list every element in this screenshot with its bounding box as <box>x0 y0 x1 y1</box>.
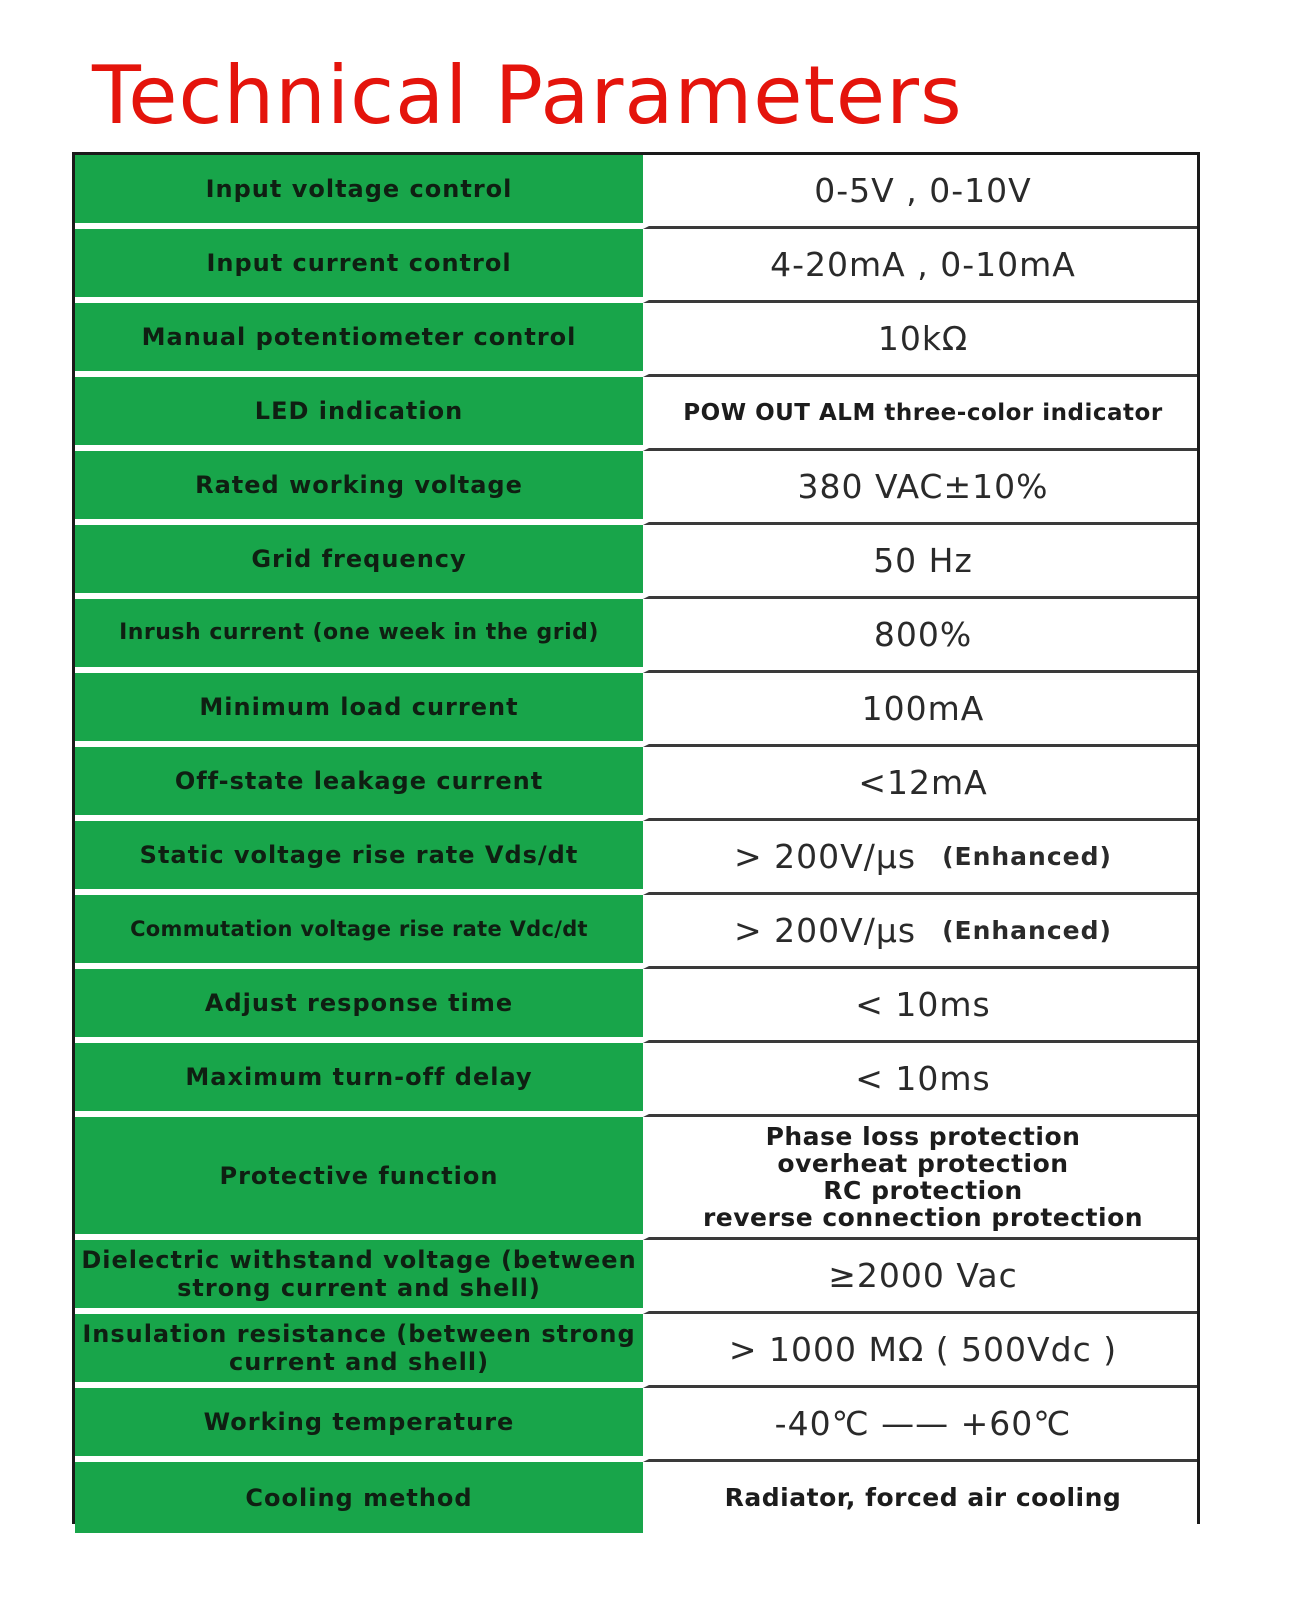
spec-label: Dielectric withstand voltage (between strong current and shell) <box>75 1240 643 1314</box>
spec-value-note: (Enhanced) <box>942 842 1112 871</box>
spec-row-dielectric-withstand-voltage <box>75 1240 1197 1314</box>
spec-value-line: overheat protection <box>777 1149 1069 1178</box>
spec-value: 800% <box>643 599 1197 673</box>
spec-label: LED indication <box>75 377 643 451</box>
spec-label: Cooling method <box>75 1462 643 1533</box>
spec-label: Rated working voltage <box>75 451 643 525</box>
spec-table <box>72 152 1200 1524</box>
spec-label: Off-state leakage current <box>75 747 643 821</box>
spec-value-note: (Enhanced) <box>942 916 1112 945</box>
spec-value: < 10ms <box>643 969 1197 1043</box>
spec-value-line: RC protection <box>823 1176 1023 1205</box>
spec-row-input-current-control <box>75 229 1197 303</box>
spec-value-line: reverse connection protection <box>702 1203 1144 1232</box>
spec-row-off-state-leakage-current <box>75 747 1197 821</box>
spec-label: Minimum load current <box>75 673 643 747</box>
spec-value: > 1000 MΩ ( 500Vdc ) <box>643 1314 1197 1388</box>
spec-row-commutation-voltage-rise-rate <box>75 895 1197 969</box>
spec-label: Inrush current (one week in the grid) <box>75 599 643 673</box>
spec-value-main: > 200V/μs <box>734 911 917 950</box>
spec-value: -40℃ —— +60℃ <box>643 1388 1197 1462</box>
spec-label: Input voltage control <box>75 155 643 229</box>
spec-value: ≥2000 Vac <box>643 1240 1197 1314</box>
spec-label: Insulation resistance (between strong current and shell) <box>75 1314 643 1388</box>
spec-row-cooling-method <box>75 1462 1197 1533</box>
spec-value: Radiator, forced air cooling <box>643 1462 1197 1533</box>
page-title: Technical Parameters <box>92 49 963 142</box>
spec-label: Grid frequency <box>75 525 643 599</box>
spec-label: Manual potentiometer control <box>75 303 643 377</box>
spec-value-line: Phase loss protection <box>765 1122 1081 1151</box>
spec-label: Working temperature <box>75 1388 643 1462</box>
spec-value: < 10ms <box>643 1043 1197 1117</box>
spec-value: 380 VAC±10% <box>643 451 1197 525</box>
spec-value: 10kΩ <box>643 303 1197 377</box>
spec-row-maximum-turn-off-delay <box>75 1043 1197 1117</box>
spec-label: Static voltage rise rate Vds/dt <box>75 821 643 895</box>
spec-value: <12mA <box>643 747 1197 821</box>
spec-value-main: > 200V/μs <box>734 837 917 876</box>
spec-row-protective-function <box>75 1117 1197 1240</box>
spec-row-rated-working-voltage <box>75 451 1197 525</box>
spec-row-minimum-load-current <box>75 673 1197 747</box>
spec-row-working-temperature <box>75 1388 1197 1462</box>
spec-value: POW OUT ALM three-color indicator <box>643 377 1197 451</box>
spec-value-list <box>643 1117 1197 1240</box>
spec-label: Protective function <box>75 1117 643 1240</box>
spec-label: Input current control <box>75 229 643 303</box>
spec-value <box>643 895 1197 969</box>
spec-value: 50 Hz <box>643 525 1197 599</box>
spec-label: Commutation voltage rise rate Vdc/dt <box>75 895 643 969</box>
spec-value <box>643 821 1197 895</box>
spec-label: Adjust response time <box>75 969 643 1043</box>
spec-row-led-indication <box>75 377 1197 451</box>
spec-row-input-voltage-control <box>75 155 1197 229</box>
spec-row-inrush-current <box>75 599 1197 673</box>
spec-row-adjust-response-time <box>75 969 1197 1043</box>
spec-value: 0-5V , 0-10V <box>643 155 1197 229</box>
spec-value: 100mA <box>643 673 1197 747</box>
spec-row-grid-frequency <box>75 525 1197 599</box>
spec-row-manual-potentiometer-control <box>75 303 1197 377</box>
spec-row-static-voltage-rise-rate <box>75 821 1197 895</box>
spec-label: Maximum turn-off delay <box>75 1043 643 1117</box>
spec-row-insulation-resistance <box>75 1314 1197 1388</box>
spec-value: 4-20mA , 0-10mA <box>643 229 1197 303</box>
